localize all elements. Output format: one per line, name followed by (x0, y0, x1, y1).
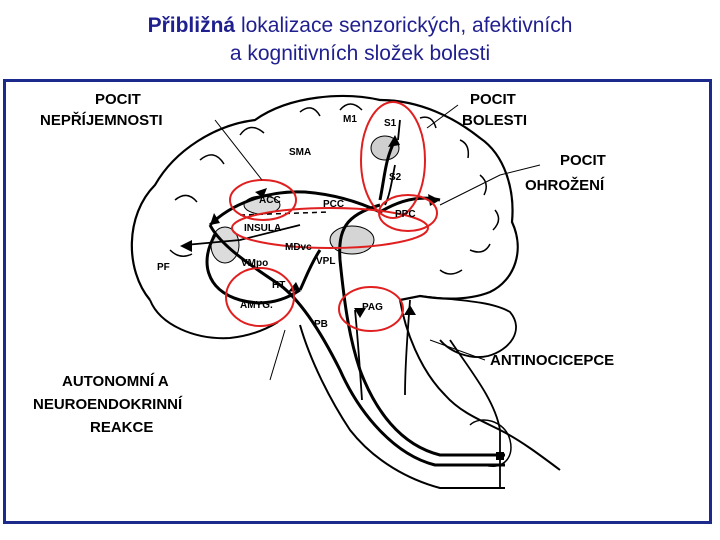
region-vmpo: VMpo (241, 258, 269, 269)
label-pocit-neprijemnosti-1: POCIT (95, 91, 141, 108)
region-vpl: VPL (316, 256, 336, 267)
region-s2: S2 (389, 172, 402, 183)
label-autonomni-1: AUTONOMNÍ A (62, 373, 169, 390)
label-autonomni-3: REAKCE (90, 419, 154, 436)
region-pcc: PCC (323, 199, 345, 210)
label-pocit-ohrozeni-2: OHROŽENÍ (525, 177, 605, 194)
pathway-thin-lines (185, 120, 500, 488)
title-line-1-rest: lokalizace senzorických, afektivních (235, 14, 573, 37)
label-pocit-neprijemnosti-2: NEPŘÍJEMNOSTI (40, 112, 163, 129)
label-pocit-ohrozeni-1: POCIT (560, 152, 606, 169)
label-autonomni-2: NEUROENDOKRINNÍ (33, 396, 183, 413)
region-ht: HT (272, 280, 286, 291)
region-pb: PB (314, 319, 328, 330)
region-amyg: AMYG. (240, 300, 273, 311)
region-ppc: PPC (395, 209, 416, 220)
region-s1: S1 (384, 118, 397, 129)
region-sma: SMA (289, 147, 312, 158)
region-acc: ACC (259, 195, 281, 206)
label-pocit-bolesti-2: BOLESTI (462, 112, 528, 129)
region-insula: INSULA (244, 223, 282, 234)
stipple-insula (330, 226, 374, 254)
title-line-2: a kognitivních složek bolesti (229, 42, 491, 65)
label-pocit-bolesti-1: POCIT (470, 91, 516, 108)
spinal-ganglion (470, 420, 511, 466)
title-bold-word: Přibližná (147, 14, 236, 37)
cerebellum (420, 296, 516, 357)
region-pf: PF (157, 262, 170, 273)
label-antinocicepce: ANTINOCICEPCE (490, 352, 615, 369)
region-pag: PAG (362, 302, 383, 313)
region-m1: M1 (343, 114, 357, 125)
region-mdvc: MDvc (285, 242, 312, 253)
